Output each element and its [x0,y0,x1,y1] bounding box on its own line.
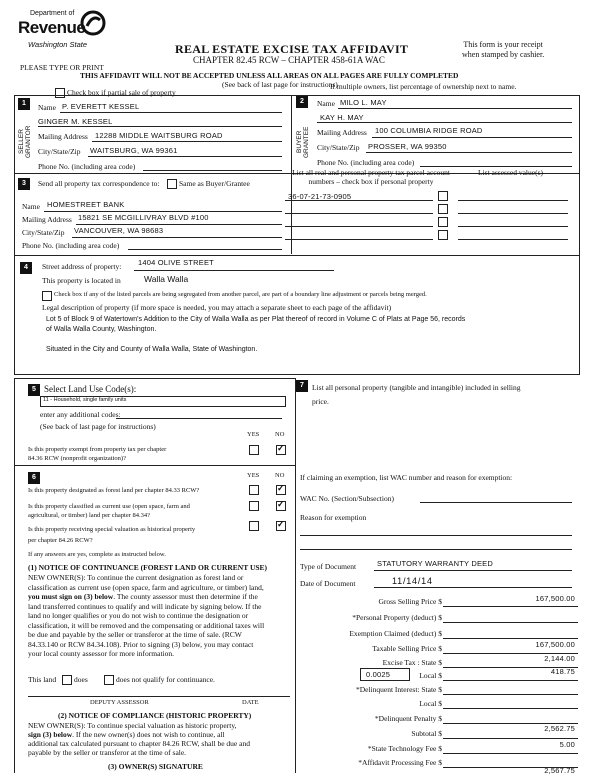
current-use-question: Is this property classified as current use (open space, farm and agricultural, or timber) land per chapter 84.34? [28,503,190,519]
seller-address-line [92,141,282,142]
legal-description-label: Legal description of property (if more space is needed, you may attach a separate sheet to each page of the affidavit) [42,303,392,312]
reason-line-2 [300,549,572,550]
buyer-city-line [366,152,572,153]
parcel-line-4 [285,239,433,240]
assessed-header: List assessed value(s) [478,168,543,177]
seller-city: WAITSBURG, WA 99361 [90,146,178,155]
exempt-yes-checkbox[interactable] [249,445,259,455]
street-address-label: Street address of property: [42,262,122,271]
land-use-code: 11 - Household, single family units [43,397,127,403]
historic-yes-checkbox[interactable] [249,521,259,531]
personal-property-deduct-label: *Personal Property (deduct) $ [352,613,442,622]
section-4-number: 4 [20,262,32,274]
gross-price-line [443,606,578,607]
additional-codes-label: enter any additional codes: [40,410,121,419]
excise-state-label: Excise Tax : State $ [382,658,442,667]
corr-address: 15821 SE MCGILLIVRAY BLVD #100 [78,213,209,222]
buyer-address-line [372,137,572,138]
seller-city-line [88,156,282,157]
notice-continuance-title: (1) NOTICE OF CONTINUANCE (FOREST LAND OR CURRENT USE) [28,563,268,572]
buyer-address-label: Mailing Address [317,128,367,137]
if-yes-instruction: If any answers are yes, complete as instructed below. [28,551,166,558]
historic-question: Is this property receiving special valuation as historical property per chapter 84.26 RCW? [28,526,196,544]
same-as-buyer-label: Same as Buyer/Grantee [179,179,250,188]
corr-name-line [44,211,282,212]
delinquent-interest-state-label: *Delinquent Interest: State $ [355,685,442,694]
delinquent-interest-local-line [443,708,578,709]
total-due-value: 2,567.75 [544,766,575,775]
segregated-checkbox[interactable] [42,291,52,301]
send-correspondence-label: Send all property tax correspondence to: [38,179,160,188]
exempt-question: Is this property exempt from property tax per chapter 84.36 RCW (nonprofit organization)? [28,446,167,462]
gross-price-label: Gross Selling Price $ [378,597,442,606]
legal-description-line-2: of Walla Walla County, Washington. [46,326,157,333]
partial-sale-label: Check box if partial sale of property [67,88,176,97]
subtotal-label: Subtotal $ [411,729,442,738]
buyer-name-1: MILO L. MAY [340,98,387,107]
exempt-no-checkbox[interactable] [276,445,286,455]
doc-date-line [374,587,572,588]
seller-name-2: GINGER M. KESSEL [38,117,113,126]
excise-local-value: 418.75 [550,667,575,676]
does-checkbox[interactable] [62,675,72,685]
doc-date-label: Date of Document [300,579,356,588]
sec6-no-header: NO [275,472,285,479]
seller-name-1: P. EVERETT KESSEL [62,102,140,111]
personal-property-checkbox-1[interactable] [438,191,448,201]
dor-logo [18,10,108,54]
doc-type-line [374,570,572,571]
situated-text: Situated in the City and County of Walla Walla, State of Washington. [46,346,258,353]
section-4-box [14,254,580,375]
personal-property-deduct-line [443,622,578,623]
seller-city-label: City/State/Zip [38,147,81,156]
corr-city: VANCOUVER, WA 98683 [74,226,164,235]
corr-address-label: Mailing Address [22,215,72,224]
forest-no-checkbox[interactable] [276,485,286,495]
doc-type-value: STATUTORY WARRANTY DEED [377,559,494,568]
segregated-label: Check box if any of the listed parcels are being segregated from another parcel, are part of a boundary line adjustment or parcels being merged. [54,291,427,298]
section-1-number: 1 [18,98,30,110]
seller-name-line [60,112,282,113]
parcel-header: List all real and personal property tax parcel account numbers – check box if personal property [292,168,450,186]
seller-side-label: SELLER GRANTOR [18,125,32,159]
logo-top: Department of [30,10,75,17]
assessed-line-4 [458,239,568,240]
doc-type-label: Type of Document [300,562,357,571]
legal-description-line-1: Lot 5 of Block 9 of Watertown's Addition to the City of Walla Walla as per Plat thereof of record in Volume C of Plats at Page 56, records [46,316,466,323]
parcel-number-1: 36-07-21-73-0905 [288,192,352,201]
land-use-no-header: NO [275,431,285,438]
exemption-question: If claiming an exemption, list WAC number and reason for exemption: [300,473,513,482]
type-or-print: PLEASE TYPE OR PRINT [20,63,104,72]
street-address-line [134,270,334,271]
parcel-line-2 [285,213,433,214]
wac-line [420,502,572,503]
does-not-label: does not qualify for continuance. [116,675,215,684]
seller-name2-line [38,126,282,127]
reason-label: Reason for exemption [300,513,367,522]
corr-address-line [76,224,282,225]
land-use-select[interactable] [40,396,286,407]
sec6-yes-header: YES [247,472,260,479]
street-address: 1404 OLIVE STREET [138,258,214,267]
buyer-name2-line [317,122,572,123]
buyer-name-line [338,108,572,109]
tech-fee-value: 5.00 [559,740,575,749]
forest-yes-checkbox[interactable] [249,485,259,495]
does-label: does [74,675,88,684]
date-label: DATE [242,699,259,706]
seller-phone-line [143,170,282,171]
forest-land-question: Is this property designated as forest land per chapter 84.33 RCW? [28,487,200,494]
buyer-address: 100 COLUMBIA RIDGE ROAD [375,126,483,135]
tech-fee-line [443,753,578,754]
buyer-name-2: KAY H. MAY [320,113,364,122]
see-back-note: (See back of last page for instructions) [222,80,338,89]
historic-no-checkbox[interactable] [276,521,286,531]
personal-property-checkbox-4[interactable] [438,230,448,240]
corr-name: HOMESTREET BANK [47,200,125,209]
located-in-value: Walla Walla [144,274,189,284]
current-use-yes-checkbox[interactable] [249,501,259,511]
affidavit-fee-label: *Affidavit Processing Fee $ [358,758,442,767]
taxable-price-value: 167,500.00 [535,640,575,649]
section-7-number: 7 [296,380,308,392]
form-chapter: CHAPTER 82.45 RCW – CHAPTER 458-61A WAC [193,55,385,65]
does-not-checkbox[interactable] [104,675,114,685]
personal-property-checkbox-2[interactable] [438,204,448,214]
notice-compliance-title: (2) NOTICE OF COMPLIANCE (HISTORIC PROPERTY) [58,711,252,720]
seller-phone-label: Phone No. (including area code) [38,162,136,171]
buyer-phone-label: Phone No. (including area code) [317,158,415,167]
form-title: REAL ESTATE EXCISE TAX AFFIDAVIT [175,42,409,56]
corr-name-label: Name [22,202,40,211]
parcel-line-3 [285,226,433,227]
delinquent-interest-state-line [443,694,578,695]
assessed-line-2 [458,213,568,214]
notice-compliance-text: NEW OWNER(S): To continue special valuation as historic property, sign (3) below. If the new owner(s) does not wish to continue, all additional tax calculated pursuant to chapter 84.26 RCW, shall be due and payable by the seller or transferor at the time of sale. [28,721,250,757]
section-3-number: 3 [18,178,30,190]
land-use-yes-header: YES [247,431,260,438]
same-as-buyer-checkbox[interactable] [167,179,177,189]
delinquent-interest-local-label: Local $ [419,699,442,708]
deputy-assessor-line [28,696,290,697]
current-use-no-checkbox[interactable] [276,501,286,511]
select-land-use-label: Select Land Use Code(s): [44,384,137,394]
buyer-phone-line [420,166,572,167]
swirl-logo-icon [80,10,106,36]
subtotal-line [443,738,578,739]
deputy-assessor-label: DEPUTY ASSESSOR [90,699,149,706]
seller-address-label: Mailing Address [38,132,88,141]
seller-address: 12288 MIDDLE WAITSBURG ROAD [95,131,223,140]
taxable-price-label: Taxable Selling Price $ [372,644,442,653]
buyer-city: PROSSER, WA 99350 [368,142,447,151]
owner-signature-label: (3) OWNER(S) SIGNATURE [108,762,203,771]
doc-date-value: 11/14/14 [392,576,433,586]
gross-price-value: 167,500.00 [535,594,575,603]
local-rate-value: 0.0025 [366,670,391,679]
additional-codes-line [116,418,282,419]
multiple-owners-note: If multiple owners, list percentage of ownership next to name. [330,82,517,91]
personal-property-checkbox-3[interactable] [438,217,448,227]
exemption-claimed-label: Exemption Claimed (deduct) $ [349,629,442,638]
located-in-label: This property is located in [42,276,121,285]
buyer-side-label: BUYER GRANTEE [296,126,310,158]
personal-property-list-label: List all personal property (tangible and intangible) included in selling price. [312,383,521,406]
excise-state-value: 2,144.00 [544,654,575,663]
warning-text: THIS AFFIDAVIT WILL NOT BE ACCEPTED UNLESS ALL AREAS ON ALL PAGES ARE FULLY COMPLETED [80,71,459,80]
corr-phone-line [128,249,282,250]
corr-city-label: City/State/Zip [22,228,65,237]
buyer-name-label: Name [317,99,335,108]
assessed-line-1 [458,200,568,201]
corr-city-line [72,237,282,238]
assessed-line-3 [458,226,568,227]
tech-fee-label: *State Technology Fee $ [367,744,442,753]
subtotal-value: 2,562.75 [544,724,575,733]
logo-main: Revenue [18,18,86,37]
corr-phone-label: Phone No. (including area code) [22,241,120,250]
buyer-city-label: City/State/Zip [317,143,360,152]
excise-local-line [443,680,578,681]
parcel-line-1 [285,200,433,201]
exemption-claimed-line [443,638,578,639]
delinquent-penalty-label: *Delinquent Penalty $ [374,714,442,723]
section-6-number: 6 [28,472,40,484]
receipt-note: This form is your receipt when stamped by cashier. [462,40,545,59]
wac-label: WAC No. (Section/Subsection) [300,494,394,503]
land-use-see-back: (See back of last page for instructions) [40,422,156,431]
logo-sub: Washington State [28,40,88,49]
notice-continuance-text: NEW OWNER(S): To continue the current designation as forest land or classification as current use (open space, farm and agriculture, or timber) land, you must sign on (3) below. The county assessor must then determine if the land transferred continues to qualify and will indicate by signing below. If the land no longer qualifies or you do not wish to continue the designation or classification, it will be removed and the compensating or additional taxes will be due and payable by the seller or transferor at the time of sale. (RCW 84.33.140 or RCW 84.34.108). Prior to signing (3) below, you may contact your local county assessor for more information. [28,573,265,658]
this-land-label: This land [28,675,57,684]
section-2-number: 2 [296,96,308,108]
seller-name-label: Name [38,103,56,112]
excise-local-label: Local $ [419,671,442,680]
section-5-number: 5 [28,384,40,396]
reason-line-1 [300,535,572,536]
